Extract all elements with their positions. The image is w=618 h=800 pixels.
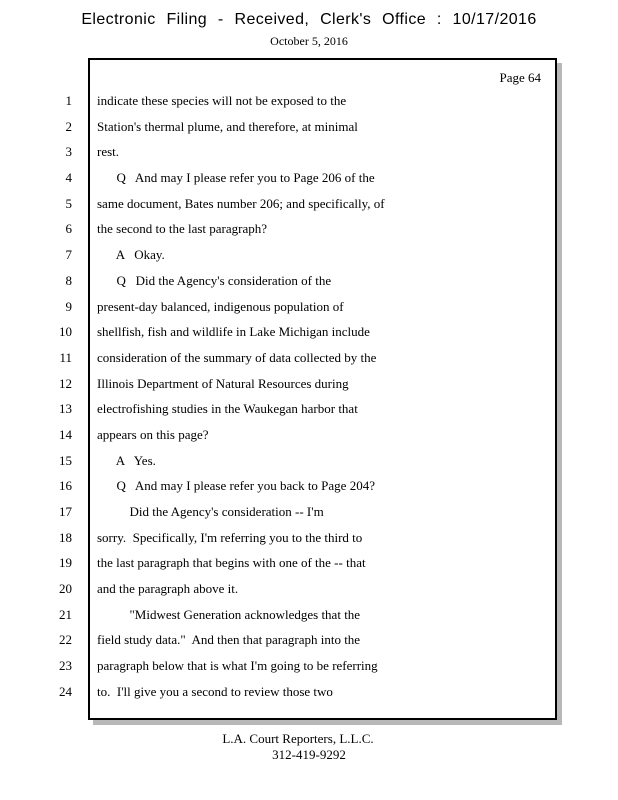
transcript-line	[30, 216, 546, 242]
line-text: present-day balanced, indigenous population of	[97, 298, 344, 314]
line-number: 4	[65, 170, 72, 186]
line-text: Q Did the Agency's consideration of the	[97, 272, 332, 288]
transcript-line	[30, 319, 546, 345]
reporter-phone: 312-419-9292	[272, 746, 346, 762]
transcript-line	[30, 602, 546, 628]
line-text: Illinois Department of Natural Resources during	[97, 375, 349, 391]
transcript-line	[30, 679, 546, 705]
line-text: Did the Agency's consideration -- I'm	[97, 504, 324, 519]
transcript-line	[30, 653, 546, 679]
line-number: 23	[59, 658, 72, 674]
line-text: "Midwest Generation acknowledges that the	[97, 606, 361, 622]
transcript-line	[30, 114, 546, 140]
transcript-line	[30, 345, 546, 371]
line-text: to. I'll give you a second to review those two	[97, 683, 333, 699]
line-number: 6	[65, 221, 72, 237]
transcript-line	[30, 242, 546, 268]
reporter-name: L.A. Court Reporters, L.L.C.	[222, 731, 374, 746]
transcript-line	[30, 576, 546, 602]
transcript-line	[30, 473, 546, 499]
transcript-line	[30, 268, 546, 294]
line-text: Station's thermal plume, and therefore, at minimal	[97, 118, 358, 134]
line-number: 1	[65, 93, 72, 108]
line-text: sorry. Specifically, I'm referring you to the third to	[97, 529, 363, 545]
line-number: 11	[59, 349, 72, 365]
line-text: rest.	[97, 144, 120, 160]
line-number: 12	[59, 375, 72, 391]
line-number: 8	[65, 272, 72, 288]
line-number: 9	[65, 298, 72, 314]
line-number: 3	[65, 144, 72, 160]
transcript-line	[30, 499, 546, 525]
line-text: paragraph below that is what I'm going to be referring	[97, 658, 378, 674]
filing-header-title: Electronic Filing - Received, Clerk's Office : 10/17/2016	[81, 11, 537, 28]
line-text: A Yes.	[97, 452, 156, 468]
line-text: field study data." And then that paragraph into the	[97, 632, 361, 648]
line-number: 14	[59, 426, 72, 442]
transcript-line	[30, 88, 546, 114]
line-number: 13	[59, 401, 72, 417]
hearing-date: October 5, 2016	[270, 34, 348, 48]
transcript-line	[30, 627, 546, 653]
line-text: same document, Bates number 206; and specifically, of	[97, 195, 385, 211]
page-number: Page 64	[499, 70, 541, 85]
transcript-line	[30, 165, 546, 191]
transcript-line	[30, 294, 546, 320]
line-text: appears on this page?	[97, 426, 209, 442]
line-text: electrofishing studies in the Waukegan harbor that	[97, 401, 358, 417]
line-text: Q And may I please refer you to Page 206 of the	[97, 170, 375, 186]
line-text: shellfish, fish and wildlife in Lake Michigan include	[97, 324, 370, 340]
transcript-line	[30, 525, 546, 551]
footer	[0, 731, 618, 762]
line-number: 21	[59, 606, 72, 622]
line-number: 15	[59, 452, 72, 468]
transcript-line	[30, 550, 546, 576]
line-text: consideration of the summary of data collected by the	[97, 349, 377, 365]
line-number: 22	[59, 632, 72, 648]
line-number: 16	[59, 478, 72, 494]
line-number: 10	[59, 324, 72, 340]
transcript-line	[30, 371, 546, 397]
line-number: 20	[59, 581, 72, 597]
line-text: A Okay.	[97, 247, 165, 263]
transcript-line	[30, 448, 546, 474]
line-number: 19	[59, 555, 72, 571]
transcript-line	[30, 191, 546, 217]
line-text: the second to the last paragraph?	[97, 221, 268, 237]
transcript-body	[30, 88, 546, 705]
line-number: 5	[65, 195, 72, 211]
line-number: 7	[65, 247, 72, 263]
line-text: Q And may I please refer you back to Page 204?	[97, 478, 375, 494]
line-text: and the paragraph above it.	[97, 581, 239, 597]
line-text: indicate these species will not be exposed to the	[97, 93, 347, 108]
transcript-line	[30, 396, 546, 422]
line-number: 17	[59, 504, 72, 519]
transcript-line	[30, 139, 546, 165]
transcript-line	[30, 422, 546, 448]
line-number: 2	[65, 118, 72, 134]
line-number: 24	[59, 683, 72, 699]
line-number: 18	[59, 529, 72, 545]
line-text: the last paragraph that begins with one of the -- that	[97, 555, 366, 571]
